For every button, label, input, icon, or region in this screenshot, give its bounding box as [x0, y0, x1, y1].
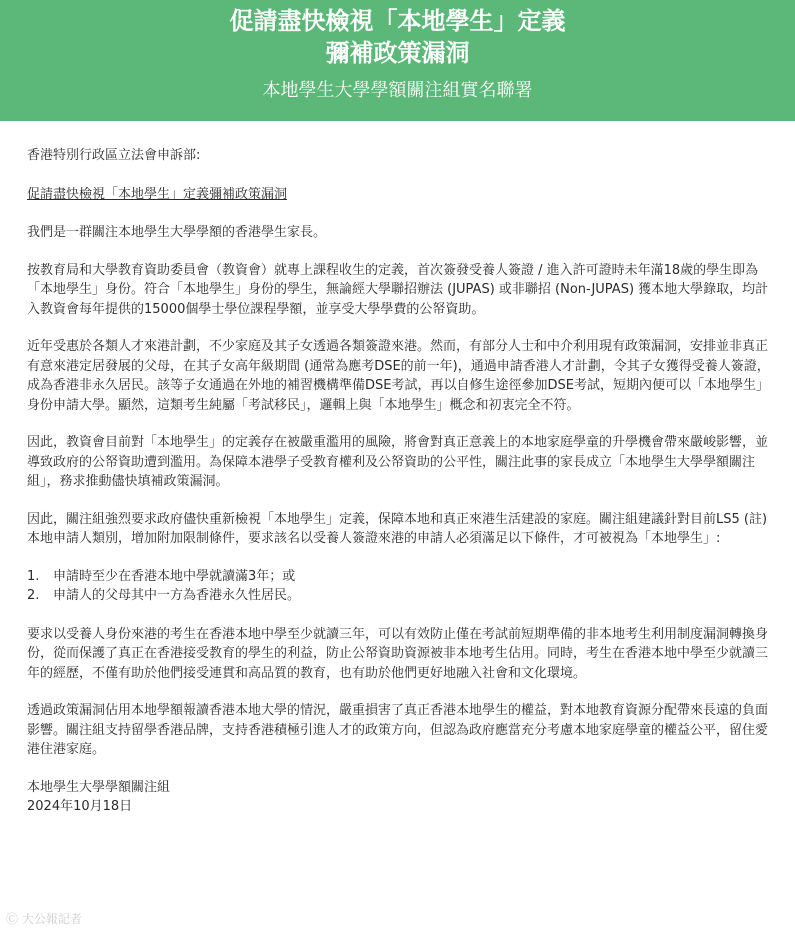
paragraph-loophole: 近年受惠於各類人才來港計劃，不少家庭及其子女透過各類簽證來港。然而，有部分人士和中介利用現有政策漏洞，安排並非真正有意來港定居發展的父母，在其子女高年級期間 (通常為應考DSE的前一年)，通過申請香港人才計劃，令其子女獲得受養人簽證，成為香港非永久居民。該等子女通過在外地的補習機構準備DSE考試，再以自修生途徑參加DSE考試，短期內便可以「本地學生」身份申請大學。顯然，這類考生純屬「考試移民」，邏輯上與「本地學生」概念和初衷完全不符。: [27, 339, 770, 413]
conditions-list: [27, 567, 771, 606]
signature: 本地學生大學學額關注組: [27, 779, 171, 795]
condition-text: 申請人的父母其中一方為香港永久性居民。: [53, 588, 301, 603]
letter-salutation: 香港特別行政區立法會申訴部:: [27, 148, 201, 163]
banner-title-line1: 促請盡快檢視「本地學生」定義: [229, 7, 566, 35]
watermark: Ⓒ 大公報記者: [6, 912, 82, 926]
paragraph-rationale: 要求以受養人身份來港的考生在香港本地中學至少就讀三年，可以有效防止僅在考試前短期準備的非本地考生利用制度漏洞轉換身份，從而保護了真正在香港接受教育的學生的利益，防止公帑資助資源被非本地考生佔用。同時，考生在香港本地中學至少就讀三年的經歷，不僅有助於他們接受連貫和高品質的教育，也有助於他們更好地融入社會和文化環境。: [27, 626, 769, 681]
banner-subtitle: 本地學生大學學額關注組實名聯署: [262, 80, 533, 101]
paragraph-definition: 按教育局和大學教育資助委員會（教資會）就專上課程收生的定義，首次簽發受養人簽證 / 進入許可證時未年滿18歲的學生即為「本地學生」身份。符合「本地學生」身份的學生，無論經大學聯招辦法 (JUPAS) 或非聯招 (Non-JUPAS) 獲本地大學錄取，均計入教資會每年提供的15000個學士學位課程學額，並享受大學學費的公帑資助。: [27, 262, 769, 317]
letter-date: 2024年10月18日: [27, 799, 133, 814]
paragraph-request: 因此，關注組強烈要求政府儘快重新檢視「本地學生」定義，保障本地和真正來港生活建設的家庭。關注組建議針對目前LS5 (註) 本地申請人類別，增加附加限制條件，要求該名以受養人簽證來港的申請人必須滿足以下條件，才可被視為「本地學生」:: [27, 511, 768, 546]
condition-number: 2.: [27, 588, 40, 603]
condition-item: [27, 567, 771, 587]
letter-subject: 促請盡快檢視「本地學生」定義彌補政策漏洞: [27, 186, 288, 202]
condition-item: [27, 586, 771, 606]
banner-title-line2: 彌補政策漏洞: [325, 39, 470, 67]
header-banner: [0, 0, 795, 121]
paragraph-impact: 透過政策漏洞佔用本地學額報讀香港本地大學的情況，嚴重損害了真正香港本地學生的權益，對本地教育資源分配帶來長遠的負面影響。關注組支持留學香港品牌，支持香港積極引進人才的政策方向，但認為政府應當充分考慮本地家庭學童的權益公平，留住愛港住港家庭。: [27, 703, 769, 757]
paragraph-risk: 因此，教資會目前對「本地學生」的定義存在被嚴重濫用的風險，將會對真正意義上的本地家庭學童的升學機會帶來嚴峻影響，並導致政府的公帑資助遭到濫用。為保障本港學子受教育權利及公帑資助的公平性，關注此事的家長成立「本地學生大學學額關注組」，務求推動儘快填補政策漏洞。: [27, 435, 769, 489]
condition-text: 申請時至少在香港本地中學就讀滿3年；或: [53, 568, 296, 584]
condition-number: 1.: [27, 568, 40, 584]
paragraph-intro: 我們是一群關注本地學生大學學額的香港學生家長。: [27, 225, 327, 240]
letter-body: [27, 146, 771, 817]
